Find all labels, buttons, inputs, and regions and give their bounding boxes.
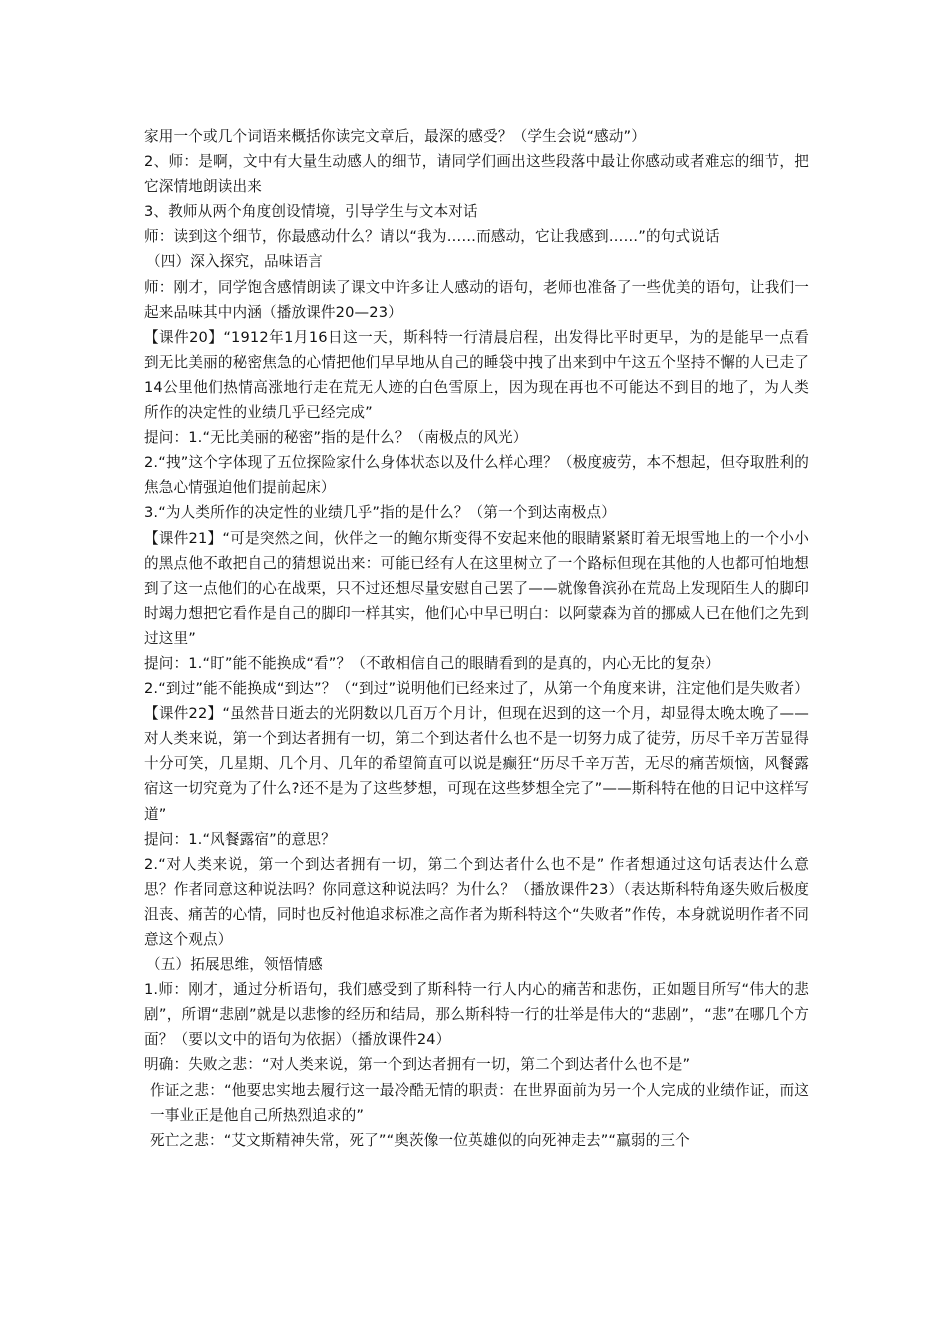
paragraph-step-2: 2、师：是啊，文中有大量生动感人的细节，请同学们画出这些段落中最让你感动或者难忘的细节，把它深情地朗读出来 (144, 153, 809, 196)
paragraph-slide-21: 【课件21】“可是突然之间，伙伴之一的鲍尔斯变得不安起来他的眼睛紧紧盯着无垠雪地上的一个小小的黑点他不敢把自己的猜想说出来：可能已经有人在这里树立了一个路标但现在其他的人也都可怕地想到了这一点他们的心在战栗，只不过还想尽量安慰自己罢了——就像鲁滨孙在荒岛上发现陌生人的脚印时竭力想把它看作是自己的脚印一样其实，他们心中早已明白：以阿蒙森为首的挪威人已在他们之先到过这里” (144, 529, 809, 647)
paragraph-teacher-prompt: 师：读到这个细节，你最感动什么？请以“我为……而感动，它让我感到……”的句式说话 (144, 228, 720, 246)
document-page (144, 124, 809, 1153)
paragraph-question-20-1: 提问：1.“无比美丽的秘密”指的是什么？（南极点的风光） (144, 429, 528, 447)
paragraph-question-22-1: 提问：1.“风餐露宿”的意思？ (144, 830, 336, 848)
section-heading-4: （四）深入探究，品味语言 (146, 253, 323, 271)
paragraph-question-21-1: 提问：1.“盯”能不能换成“看”？（不敢相信自己的眼睛看到的是真的，内心无比的复杂） (144, 654, 720, 672)
paragraph-answer-death: 死亡之悲：“艾文斯精神失常，死了”“奥茨像一位英雄似的向死神走去”“羸弱的三个 (150, 1131, 690, 1149)
paragraph-intro-question: 家用一个或几个词语来概括你读完文章后，最深的感受？（学生会说“感动”） (144, 128, 646, 145)
paragraph-teacher-tragedy: 1.师：刚才，通过分析语句，我们感受到了斯科特一行人内心的痛苦和悲伤，正如题目所写“伟大的悲剧”，所谓“悲剧”就是以悲惨的经历和结局，那么斯科特一行的壮举是伟大的“悲剧”，“悲”在哪几个方面？（要以文中的语句为依据）（播放课件24） (144, 981, 809, 1049)
paragraph-answer-witness: 作证之悲：“他要忠实地去履行这一最冷酷无情的职责：在世界面前为另一个人完成的业绩作证，而这一事业正是他自己所热烈追求的” (150, 1081, 809, 1124)
paragraph-question-22-2: 2.“对人类来说，第一个到达者拥有一切，第二个到达者什么也不是” 作者想通过这句话表达什么意思？作者同意这种说法吗？你同意这种说法吗？为什么？（播放课件23）（表达斯科特角逐失败后极度沮丧、痛苦的心情，同时也反衬他追求标准之高作者为斯科特这个“失败者”作传，本身就说明作者不同意这个观点） (144, 855, 809, 948)
paragraph-teacher-intro: 师：刚才，同学饱含感情朗读了课文中许多让人感动的语句，老师也准备了一些优美的语句，让我们一起来品味其中内涵（播放课件20—23） (144, 278, 809, 321)
section-heading-5: （五）拓展思维，领悟情感 (146, 956, 323, 974)
paragraph-slide-20: 【课件20】“1912年1月16日这一天，斯科特一行清晨启程，出发得比平时更早，为的是能早一点看到无比美丽的秘密焦急的心情把他们早早地从自己的睡袋中拽了出来到中午这五个坚持不懈的人已走了14公里他们热情高涨地行走在荒无人迹的白色雪原上，因为现在再也不可能达不到目的地了，为人类所作的决定性的业绩几乎已经完成” (144, 328, 809, 422)
paragraph-question-20-2: 2.“拽”这个字体现了五位探险家什么身体状态以及什么样心理？（极度疲劳，本不想起，但夺取胜利的焦急心情强迫他们提前起床） (144, 454, 809, 497)
paragraph-slide-22: 【课件22】“虽然昔日逝去的光阴数以几百万个月计，但现在迟到的这一个月，却显得太晚太晚了——对人类来说，第一个到达者拥有一切，第二个到达者什么也不是一切努力成了徒劳，历尽千辛万苦显得十分可笑，几星期、几个月、几年的希望简直可以说是癫狂“历尽千辛万苦，无尽的痛苦烦恼，风餐露宿这一切究竟为了什么?还不是为了这些梦想，可现在这些梦想全完了”——斯科特在他的日记中这样写道” (144, 705, 809, 823)
paragraph-answer-failure: 明确：失败之悲：“对人类来说，第一个到达者拥有一切，第二个到达者什么也不是” (144, 1056, 691, 1074)
paragraph-question-20-3: 3.“为人类所作的决定性的业绩几乎”指的是什么？（第一个到达南极点） (144, 504, 616, 522)
paragraph-question-21-2: 2.“到过”能不能换成“到达”？（“到过”说明他们已经来过了，从第一个角度来讲，注定他们是失败者） (144, 680, 809, 698)
paragraph-step-3: 3、教师从两个角度创设情境，引导学生与文本对话 (144, 203, 478, 221)
